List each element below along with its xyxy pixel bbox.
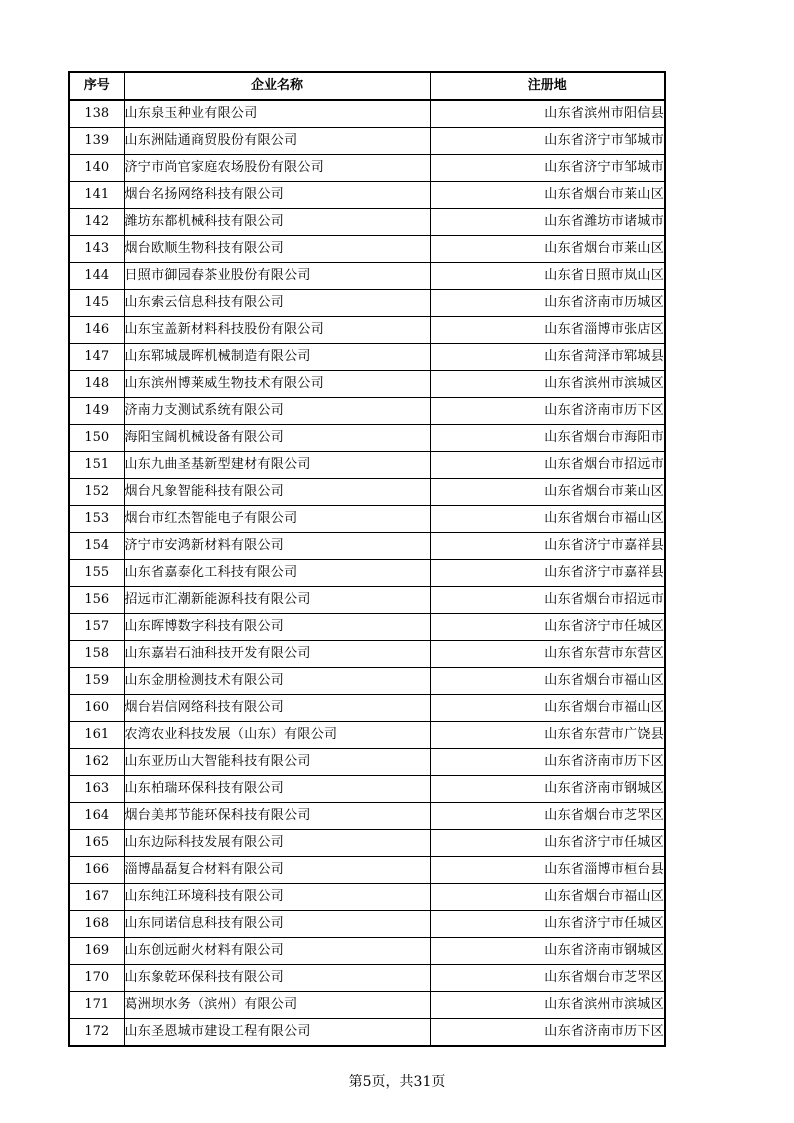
table-row: [69, 317, 665, 344]
registered-location-cell: 山东省济南市钢城区: [430, 938, 665, 965]
table-row: [69, 344, 665, 371]
header-serial-number: 序号: [69, 72, 124, 100]
company-name-cell: 烟台市红杰智能电子有限公司: [124, 506, 430, 533]
company-name-cell: 山东创远耐火材料有限公司: [124, 938, 430, 965]
registered-location-cell: 山东省烟台市海阳市: [430, 425, 665, 452]
serial-number-cell: 158: [69, 641, 124, 668]
registered-location-cell: 山东省滨州市阳信县: [430, 100, 665, 128]
header-registered-location: 注册地: [430, 72, 665, 100]
enterprise-table: [68, 71, 666, 1047]
serial-number-cell: 141: [69, 182, 124, 209]
table-row: [69, 182, 665, 209]
table-row: [69, 857, 665, 884]
registered-location-cell: 山东省烟台市莱山区: [430, 182, 665, 209]
serial-number-cell: 147: [69, 344, 124, 371]
table-row: [69, 641, 665, 668]
company-name-cell: 山东九曲圣基新型建材有限公司: [124, 452, 430, 479]
table-header-row: [69, 72, 665, 100]
table-row: [69, 803, 665, 830]
registered-location-cell: 山东省淄博市桓台县: [430, 857, 665, 884]
table-row: [69, 614, 665, 641]
company-name-cell: 烟台美邦节能环保科技有限公司: [124, 803, 430, 830]
table-row: [69, 398, 665, 425]
serial-number-cell: 161: [69, 722, 124, 749]
serial-number-cell: 138: [69, 100, 124, 128]
serial-number-cell: 149: [69, 398, 124, 425]
table-row: [69, 938, 665, 965]
table-row: [69, 290, 665, 317]
company-name-cell: 山东柏瑞环保科技有限公司: [124, 776, 430, 803]
table-row: [69, 263, 665, 290]
company-name-cell: 日照市御园春茶业股份有限公司: [124, 263, 430, 290]
serial-number-cell: 166: [69, 857, 124, 884]
table-row: [69, 776, 665, 803]
company-name-cell: 山东边际科技发展有限公司: [124, 830, 430, 857]
company-name-cell: 山东洲陆通商贸股份有限公司: [124, 128, 430, 155]
company-name-cell: 山东圣恩城市建设工程有限公司: [124, 1019, 430, 1047]
registered-location-cell: 山东省滨州市滨城区: [430, 992, 665, 1019]
serial-number-cell: 152: [69, 479, 124, 506]
company-name-cell: 山东同诺信息科技有限公司: [124, 911, 430, 938]
table-row: [69, 128, 665, 155]
registered-location-cell: 山东省烟台市莱山区: [430, 236, 665, 263]
company-name-cell: 烟台凡象智能科技有限公司: [124, 479, 430, 506]
serial-number-cell: 172: [69, 1019, 124, 1047]
serial-number-cell: 143: [69, 236, 124, 263]
serial-number-cell: 157: [69, 614, 124, 641]
serial-number-cell: 154: [69, 533, 124, 560]
table-row: [69, 830, 665, 857]
company-name-cell: 烟台名扬网络科技有限公司: [124, 182, 430, 209]
company-name-cell: 山东滨州博莱威生物技术有限公司: [124, 371, 430, 398]
serial-number-cell: 155: [69, 560, 124, 587]
company-name-cell: 山东宝盖新材料科技股份有限公司: [124, 317, 430, 344]
table-row: [69, 911, 665, 938]
registered-location-cell: 山东省济南市钢城区: [430, 776, 665, 803]
registered-location-cell: 山东省济南市历下区: [430, 1019, 665, 1047]
registered-location-cell: 山东省滨州市滨城区: [430, 371, 665, 398]
registered-location-cell: 山东省济南市历下区: [430, 749, 665, 776]
company-name-cell: 潍坊东都机械科技有限公司: [124, 209, 430, 236]
company-name-cell: 济宁市尚官家庭农场股份有限公司: [124, 155, 430, 182]
registered-location-cell: 山东省烟台市招远市: [430, 452, 665, 479]
serial-number-cell: 146: [69, 317, 124, 344]
serial-number-cell: 156: [69, 587, 124, 614]
serial-number-cell: 168: [69, 911, 124, 938]
registered-location-cell: 山东省烟台市福山区: [430, 695, 665, 722]
registered-location-cell: 山东省烟台市招远市: [430, 587, 665, 614]
table-row: [69, 425, 665, 452]
serial-number-cell: 171: [69, 992, 124, 1019]
registered-location-cell: 山东省潍坊市诸城市: [430, 209, 665, 236]
registered-location-cell: 山东省济宁市邹城市: [430, 128, 665, 155]
table-row: [69, 155, 665, 182]
serial-number-cell: 140: [69, 155, 124, 182]
serial-number-cell: 139: [69, 128, 124, 155]
serial-number-cell: 151: [69, 452, 124, 479]
company-name-cell: 山东纯江环境科技有限公司: [124, 884, 430, 911]
table-row: [69, 560, 665, 587]
company-name-cell: 山东亚历山大智能科技有限公司: [124, 749, 430, 776]
registered-location-cell: 山东省烟台市芝罘区: [430, 965, 665, 992]
table-row: [69, 668, 665, 695]
registered-location-cell: 山东省东营市广饶县: [430, 722, 665, 749]
table-body: [69, 100, 665, 1046]
table-row: [69, 1019, 665, 1047]
registered-location-cell: 山东省淄博市张店区: [430, 317, 665, 344]
table-row: [69, 506, 665, 533]
registered-location-cell: 山东省烟台市福山区: [430, 884, 665, 911]
table-row: [69, 371, 665, 398]
table-row: [69, 236, 665, 263]
serial-number-cell: 144: [69, 263, 124, 290]
table-row: [69, 884, 665, 911]
serial-number-cell: 150: [69, 425, 124, 452]
registered-location-cell: 山东省烟台市福山区: [430, 506, 665, 533]
serial-number-cell: 148: [69, 371, 124, 398]
company-name-cell: 山东嘉岩石油科技开发有限公司: [124, 641, 430, 668]
serial-number-cell: 162: [69, 749, 124, 776]
table-row: [69, 749, 665, 776]
serial-number-cell: 142: [69, 209, 124, 236]
table-row: [69, 452, 665, 479]
company-name-cell: 葛洲坝水务（滨州）有限公司: [124, 992, 430, 1019]
registered-location-cell: 山东省济宁市任城区: [430, 614, 665, 641]
company-name-cell: 山东索云信息科技有限公司: [124, 290, 430, 317]
table-row: [69, 695, 665, 722]
registered-location-cell: 山东省济宁市嘉祥县: [430, 533, 665, 560]
registered-location-cell: 山东省济宁市嘉祥县: [430, 560, 665, 587]
company-name-cell: 山东金朋检测技术有限公司: [124, 668, 430, 695]
company-name-cell: 山东泉玉种业有限公司: [124, 100, 430, 128]
serial-number-cell: 165: [69, 830, 124, 857]
serial-number-cell: 160: [69, 695, 124, 722]
registered-location-cell: 山东省济宁市任城区: [430, 911, 665, 938]
table-row: [69, 965, 665, 992]
registered-location-cell: 山东省烟台市芝罘区: [430, 803, 665, 830]
serial-number-cell: 169: [69, 938, 124, 965]
company-name-cell: 山东省嘉泰化工科技有限公司: [124, 560, 430, 587]
company-name-cell: 济南力支测试系统有限公司: [124, 398, 430, 425]
table-row: [69, 479, 665, 506]
registered-location-cell: 山东省济宁市任城区: [430, 830, 665, 857]
company-name-cell: 山东象乾环保科技有限公司: [124, 965, 430, 992]
company-name-cell: 海阳宝阔机械设备有限公司: [124, 425, 430, 452]
company-name-cell: 济宁市安鸿新材料有限公司: [124, 533, 430, 560]
serial-number-cell: 159: [69, 668, 124, 695]
registered-location-cell: 山东省日照市岚山区: [430, 263, 665, 290]
registered-location-cell: 山东省东营市东营区: [430, 641, 665, 668]
registered-location-cell: 山东省济南市历城区: [430, 290, 665, 317]
table-row: [69, 992, 665, 1019]
company-name-cell: 招远市汇潮新能源科技有限公司: [124, 587, 430, 614]
table-row: [69, 533, 665, 560]
serial-number-cell: 164: [69, 803, 124, 830]
registered-location-cell: 山东省菏泽市郓城县: [430, 344, 665, 371]
serial-number-cell: 153: [69, 506, 124, 533]
serial-number-cell: 145: [69, 290, 124, 317]
company-name-cell: 烟台欧顺生物科技有限公司: [124, 236, 430, 263]
table-row: [69, 722, 665, 749]
company-name-cell: 山东晖博数字科技有限公司: [124, 614, 430, 641]
company-name-cell: 烟台岩信网络科技有限公司: [124, 695, 430, 722]
table-row: [69, 100, 665, 128]
table-row: [69, 587, 665, 614]
registered-location-cell: 山东省济南市历下区: [430, 398, 665, 425]
registered-location-cell: 山东省烟台市莱山区: [430, 479, 665, 506]
table-row: [69, 209, 665, 236]
serial-number-cell: 170: [69, 965, 124, 992]
company-name-cell: 山东郓城晟晖机械制造有限公司: [124, 344, 430, 371]
company-name-cell: 农湾农业科技发展（山东）有限公司: [124, 722, 430, 749]
page-number: 第5页，共31页: [348, 1074, 446, 1090]
registered-location-cell: 山东省烟台市福山区: [430, 668, 665, 695]
serial-number-cell: 167: [69, 884, 124, 911]
company-name-cell: 淄博晶磊复合材料有限公司: [124, 857, 430, 884]
registered-location-cell: 山东省济宁市邹城市: [430, 155, 665, 182]
header-company-name: 企业名称: [124, 72, 430, 100]
serial-number-cell: 163: [69, 776, 124, 803]
